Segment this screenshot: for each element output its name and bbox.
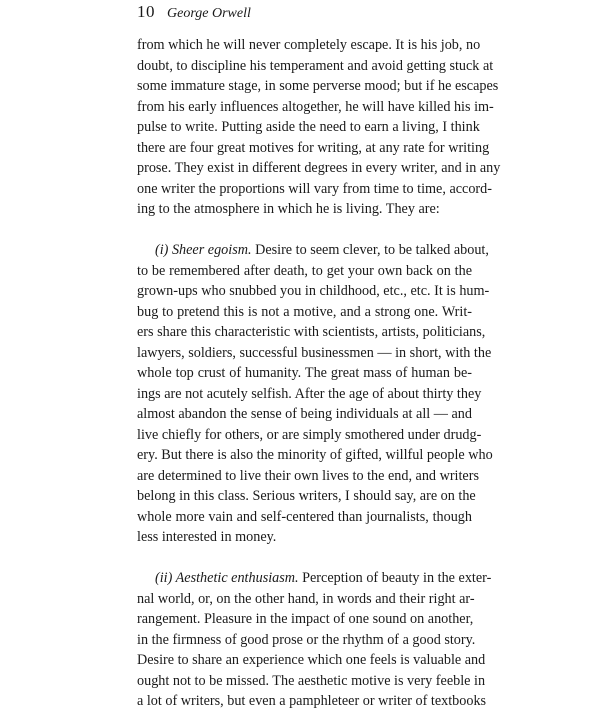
text-line: there are four great motives for writing, at any rate for writing xyxy=(137,139,490,156)
text-line: from his early influences altogether, he will have killed his im- xyxy=(137,98,494,115)
section-heading-sheer-egoism: (i) Sheer egoism. xyxy=(155,242,252,258)
text-line: whole more vain and self-centered than journalists, though xyxy=(137,508,472,525)
text-line-first xyxy=(137,240,489,261)
text-line-rest: Desire to seem clever, to be talked about, xyxy=(251,242,489,258)
text-line-rest: Perception of beauty in the exter- xyxy=(298,570,492,586)
text-line: prose. They exist in different degrees in every writer, and in any xyxy=(137,160,501,176)
text-line: some immature stage, in some perverse mood; but if he escapes xyxy=(137,78,499,94)
paragraph-gap xyxy=(137,220,472,241)
text-line: a lot of writers, but even a pamphleteer or writer of textbooks xyxy=(137,693,487,709)
running-head-author: George Orwell xyxy=(167,6,251,21)
text-line: doubt, to discipline his temperament and avoid getting stuck at xyxy=(137,57,494,74)
body-text xyxy=(137,35,501,712)
text-line: almost abandon the sense of being individuals at all — and xyxy=(137,406,472,422)
text-line: less interested in money. xyxy=(137,529,277,545)
text-line: are determined to live their own lives to the end, and writers xyxy=(137,467,479,484)
text-line: belong in this class. Serious writers, I should say, are on the xyxy=(137,488,476,504)
text-line: pulse to write. Putting aside the need to earn a living, I think xyxy=(137,119,480,135)
text-line: Desire to share an experience which one feels is valuable and xyxy=(137,652,486,668)
text-line: live chiefly for others, or are simply smothered under drudg- xyxy=(137,426,482,443)
text-line: rangement. Pleasure in the impact of one sound on another, xyxy=(137,611,474,627)
text-line: grown-ups who snubbed you in childhood, etc., etc. It is hum- xyxy=(137,283,490,299)
text-line: one writer the proportions will vary from time to time, accord- xyxy=(137,180,492,197)
text-line: in the firmness of good prose or the rhythm of a good story. xyxy=(137,631,476,648)
section-heading-aesthetic-enthusiasm: (ii) Aesthetic enthusiasm. xyxy=(155,570,299,586)
text-line: from which he will never completely escape. It is his job, no xyxy=(137,37,481,53)
paragraph-aesthetic-enthusiasm xyxy=(137,568,492,712)
text-line: ery. But there is also the minority of gifted, willful people who xyxy=(137,447,493,463)
page-number: 10 xyxy=(137,2,155,21)
text-line: ers share this characteristic with scientists, artists, politicians, xyxy=(137,324,486,340)
paragraph-intro xyxy=(137,35,501,220)
text-line: bug to pretend this is not a motive, and a strong one. Writ- xyxy=(137,303,472,320)
paragraph-sheer-egoism xyxy=(137,240,493,548)
text-line-first xyxy=(137,568,492,589)
page-header xyxy=(137,2,251,22)
text-line: ing to the atmosphere in which he is living. They are: xyxy=(137,201,440,217)
text-line: ought not to be missed. The aesthetic motive is very feeble in xyxy=(137,672,486,689)
text-line: ings are not acutely selfish. After the age of about thirty they xyxy=(137,385,482,402)
text-line: whole top crust of humanity. The great mass of human be- xyxy=(137,365,472,381)
text-line: nal world, or, on the other hand, in words and their right ar- xyxy=(137,590,475,607)
text-line: to be remembered after death, to get your own back on the xyxy=(137,262,472,279)
paragraph-gap xyxy=(137,548,472,569)
text-line: lawyers, soldiers, successful businessmen — in short, with the xyxy=(137,344,492,361)
